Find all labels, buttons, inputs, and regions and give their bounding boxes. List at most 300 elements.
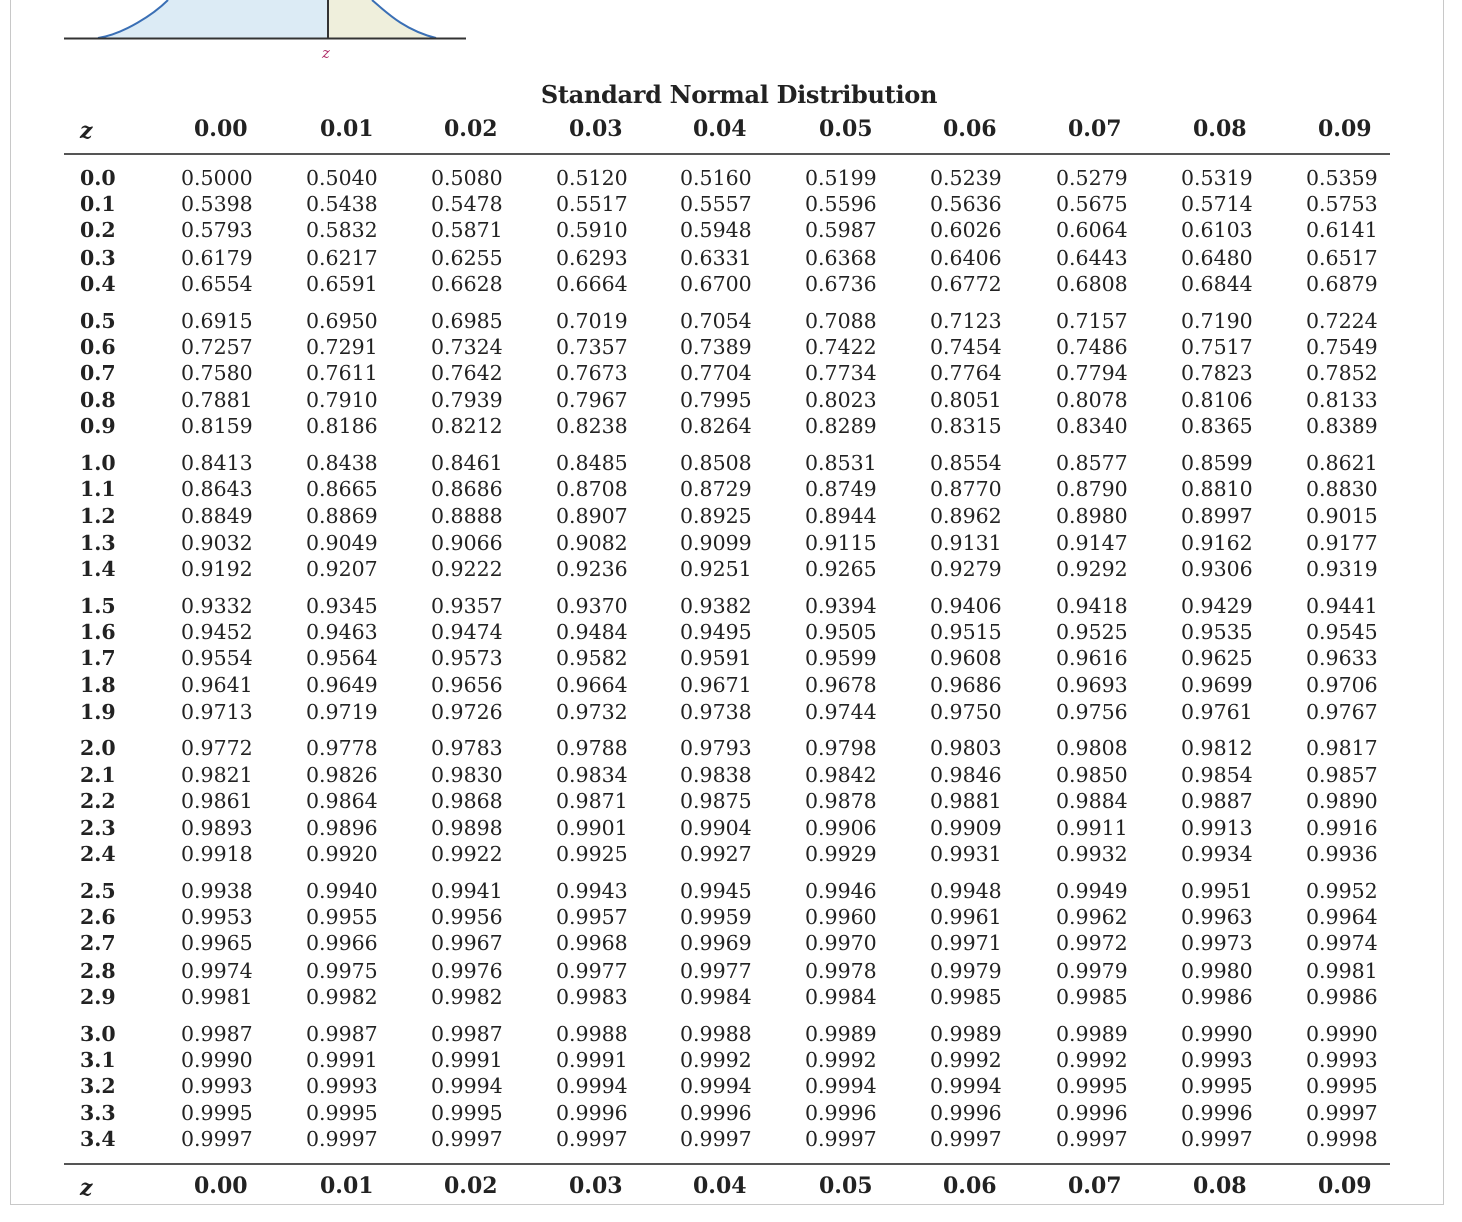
table-cell: 0.9821 [181,762,253,787]
table-cell: 0.9798 [805,736,877,761]
table-cell: 0.5160 [680,166,752,190]
table-cell: 0.5319 [1181,166,1253,190]
table-cell: 0.7190 [1181,308,1253,333]
table-cell: 0.9834 [556,762,628,787]
table-cell: 0.9726 [431,699,503,724]
table-cell: 0.9429 [1181,593,1253,618]
table-cell: 0.9306 [1181,557,1253,581]
table-cell: 0.9778 [306,736,378,761]
table-cell: 0.9207 [306,557,378,581]
row-z-value: 3.4 [80,1127,116,1152]
table-cell: 0.9995 [306,1101,378,1126]
table-cell: 0.9949 [1056,879,1128,903]
table-cell: 0.9984 [805,984,877,1009]
table-cell: 0.9994 [680,1074,752,1098]
table-cell: 0.7823 [1181,361,1253,385]
table-cell: 0.7910 [306,388,378,413]
table-cell: 0.7389 [680,334,752,359]
table-cell: 0.5910 [556,218,628,243]
table-cell: 0.9992 [1056,1047,1128,1072]
table-row [0,816,1462,842]
row-z-value: 0.5 [80,308,116,333]
row-z-value: 2.1 [80,762,116,787]
table-row [0,309,1462,335]
row-z-value: 0.2 [80,218,116,243]
table-cell: 0.7642 [431,361,503,385]
table-cell: 0.9890 [1306,788,1378,813]
table-cell: 0.9842 [805,762,877,787]
table-cell: 0.9913 [1181,816,1253,840]
row-z-value: 2.6 [80,905,116,930]
table-cell: 0.9989 [930,1021,1002,1046]
table-cell: 0.9998 [1306,1127,1378,1152]
table-row [0,985,1462,1011]
table-cell: 0.9934 [1181,842,1253,867]
table-cell: 0.6368 [805,245,877,270]
table-cell: 0.8577 [1056,451,1128,476]
table-cell: 0.9898 [431,816,503,840]
table-cell: 0.8315 [930,414,1002,439]
table-cell: 0.8665 [306,477,378,502]
table-cell: 0.7881 [181,388,253,413]
table-cell: 0.9993 [181,1074,253,1098]
column-header-0-06: 0.06 [943,1173,997,1199]
table-cell: 0.9956 [431,905,503,930]
table-cell: 0.9966 [306,931,378,956]
table-cell: 0.6406 [930,245,1002,270]
table-cell: 0.9904 [680,816,752,840]
table-cell: 0.9357 [431,593,503,618]
table-cell: 0.9920 [306,842,378,867]
table-cell: 0.9982 [306,984,378,1009]
table-cell: 0.5478 [431,192,503,217]
table-cell: 0.9463 [306,620,378,644]
table-cell: 0.9996 [1181,1101,1253,1126]
table-cell: 0.5398 [181,192,253,217]
table-cell: 0.8997 [1181,503,1253,528]
table-cell: 0.9192 [181,557,253,581]
table-cell: 0.8907 [556,503,628,528]
table-row [0,842,1462,868]
table-cell: 0.9861 [181,788,253,813]
table-cell: 0.5000 [181,166,253,190]
table-cell: 0.8531 [805,451,877,476]
table-cell: 0.8621 [1306,451,1378,476]
table-cell: 0.9535 [1181,620,1253,644]
table-cell: 0.5793 [181,218,253,243]
table-cell: 0.9938 [181,879,253,903]
table-cell: 0.9656 [431,673,503,698]
table-cell: 0.9633 [1306,646,1378,671]
table-row [0,646,1462,672]
table-cell: 0.9965 [181,931,253,956]
table-row [0,1101,1462,1127]
column-header-top [0,116,1462,148]
row-z-value: 0.7 [80,361,116,385]
row-z-value: 2.8 [80,958,116,983]
table-cell: 0.9699 [1181,673,1253,698]
table-cell: 0.8888 [431,503,503,528]
row-z-value: 3.0 [80,1021,116,1046]
table-cell: 0.9952 [1306,879,1378,903]
row-z-value: 1.5 [80,593,116,618]
table-cell: 0.9975 [306,958,378,983]
table-cell: 0.5675 [1056,192,1128,217]
table-cell: 0.8413 [181,451,253,476]
table-cell: 0.6179 [181,245,253,270]
table-cell: 0.6293 [556,245,628,270]
table-cell: 0.9990 [1306,1021,1378,1046]
table-cell: 0.9719 [306,699,378,724]
row-z-value: 3.1 [80,1047,116,1072]
table-cell: 0.9131 [930,530,1002,555]
table-cell: 0.8051 [930,388,1002,413]
table-cell: 0.9985 [930,984,1002,1009]
table-cell: 0.9625 [1181,646,1253,671]
table-cell: 0.9678 [805,673,877,698]
table-cell: 0.6443 [1056,245,1128,270]
table-cell: 0.5199 [805,166,877,190]
table-cell: 0.9945 [680,879,752,903]
table-row [0,1127,1462,1153]
column-header-0-05: 0.05 [819,116,873,142]
table-cell: 0.8340 [1056,414,1128,439]
column-header-0-02: 0.02 [444,1173,498,1199]
table-cell: 0.9974 [181,958,253,983]
table-cell: 0.9991 [556,1047,628,1072]
table-cell: 0.5080 [431,166,503,190]
column-header-0-01: 0.01 [320,1173,374,1199]
table-cell: 0.8830 [1306,477,1378,502]
table-cell: 0.9976 [431,958,503,983]
table-cell: 0.9115 [805,530,877,555]
table-cell: 0.9992 [680,1047,752,1072]
table-cell: 0.9994 [805,1074,877,1098]
table-cell: 0.6217 [306,245,378,270]
table-cell: 0.6915 [181,308,253,333]
table-cell: 0.9382 [680,593,752,618]
table-cell: 0.9901 [556,816,628,840]
table-cell: 0.9995 [1181,1074,1253,1098]
table-cell: 0.9994 [431,1074,503,1098]
table-cell: 0.9961 [930,905,1002,930]
table-cell: 0.8212 [431,414,503,439]
table-cell: 0.8708 [556,477,628,502]
table-cell: 0.9418 [1056,593,1128,618]
table-cell: 0.5239 [930,166,1002,190]
table-cell: 0.9452 [181,620,253,644]
z-column-header-bottom: z [80,1175,93,1201]
table-cell: 0.9761 [1181,699,1253,724]
table-cell: 0.8238 [556,414,628,439]
column-header-0-03: 0.03 [569,1173,623,1199]
table-title: Standard Normal Distribution [540,80,938,109]
column-header-0-04: 0.04 [693,116,747,142]
row-z-value: 3.2 [80,1074,116,1098]
table-cell: 0.9992 [930,1047,1002,1072]
table-cell: 0.8264 [680,414,752,439]
curve-shaded-left [98,0,328,38]
table-cell: 0.8770 [930,477,1002,502]
table-row [0,166,1462,192]
table-cell: 0.9997 [1306,1101,1378,1126]
column-header-0-08: 0.08 [1193,116,1247,142]
table-cell: 0.9875 [680,788,752,813]
table-cell: 0.9936 [1306,842,1378,867]
table-cell: 0.9994 [556,1074,628,1098]
row-z-value: 1.6 [80,620,116,644]
table-cell: 0.8186 [306,414,378,439]
table-cell: 0.8980 [1056,503,1128,528]
table-cell: 0.5557 [680,192,752,217]
table-row [0,192,1462,218]
table-cell: 0.9972 [1056,931,1128,956]
table-cell: 0.9997 [1056,1127,1128,1152]
table-cell: 0.8106 [1181,388,1253,413]
table-cell: 0.9922 [431,842,503,867]
table-cell: 0.8508 [680,451,752,476]
table-cell: 0.9940 [306,879,378,903]
table-cell: 0.9738 [680,699,752,724]
table-row [0,451,1462,477]
table-cell: 0.7157 [1056,308,1128,333]
table-cell: 0.9564 [306,646,378,671]
table-cell: 0.9854 [1181,762,1253,787]
table-cell: 0.9943 [556,879,628,903]
table-cell: 0.9997 [431,1127,503,1152]
table-cell: 0.7549 [1306,334,1378,359]
table-cell: 0.9599 [805,646,877,671]
table-cell: 0.5040 [306,166,378,190]
table-cell: 0.6808 [1056,271,1128,296]
table-cell: 0.9911 [1056,816,1128,840]
table-cell: 0.7704 [680,361,752,385]
table-cell: 0.9997 [930,1127,1002,1152]
table-cell: 0.9394 [805,593,877,618]
table-cell: 0.9177 [1306,530,1378,555]
table-cell: 0.9788 [556,736,628,761]
table-cell: 0.7611 [306,361,378,385]
table-cell: 0.9147 [1056,530,1128,555]
table-cell: 0.9887 [1181,788,1253,813]
table-cell: 0.7734 [805,361,877,385]
table-row [0,414,1462,440]
column-header-0-02: 0.02 [444,116,498,142]
table-cell: 0.9868 [431,788,503,813]
table-cell: 0.9962 [1056,905,1128,930]
table-cell: 0.9817 [1306,736,1378,761]
table-cell: 0.7852 [1306,361,1378,385]
table-row [0,959,1462,985]
table-cell: 0.9971 [930,931,1002,956]
table-cell: 0.9997 [1181,1127,1253,1152]
table-cell: 0.9881 [930,788,1002,813]
table-cell: 0.9995 [1306,1074,1378,1098]
table-cell: 0.9812 [1181,736,1253,761]
table-cell: 0.6950 [306,308,378,333]
row-z-value: 1.1 [80,477,116,502]
table-cell: 0.9969 [680,931,752,956]
table-cell: 0.9967 [431,931,503,956]
table-cell: 0.8554 [930,451,1002,476]
table-cell: 0.9279 [930,557,1002,581]
table-cell: 0.9964 [1306,905,1378,930]
table-cell: 0.9484 [556,620,628,644]
row-z-value: 1.9 [80,699,116,724]
table-cell: 0.7486 [1056,334,1128,359]
table-cell: 0.8461 [431,451,503,476]
table-cell: 0.9554 [181,646,253,671]
table-row [0,477,1462,503]
column-header-0-08: 0.08 [1193,1173,1247,1199]
table-cell: 0.9591 [680,646,752,671]
column-header-0-07: 0.07 [1068,1173,1122,1199]
table-cell: 0.9993 [306,1074,378,1098]
table-cell: 0.9985 [1056,984,1128,1009]
table-row [0,361,1462,387]
table-cell: 0.9997 [680,1127,752,1152]
column-header-0-00: 0.00 [194,1173,248,1199]
column-header-0-01: 0.01 [320,116,374,142]
table-row [0,218,1462,244]
table-cell: 0.9982 [431,984,503,1009]
table-cell: 0.9793 [680,736,752,761]
table-cell: 0.9916 [1306,816,1378,840]
table-cell: 0.7054 [680,308,752,333]
table-cell: 0.7088 [805,308,877,333]
table-cell: 0.5832 [306,218,378,243]
table-cell: 0.9222 [431,557,503,581]
table-row [0,931,1462,957]
table-cell: 0.6879 [1306,271,1378,296]
table-cell: 0.9693 [1056,673,1128,698]
table-cell: 0.9983 [556,984,628,1009]
table-cell: 0.9987 [181,1021,253,1046]
table-cell: 0.8289 [805,414,877,439]
column-header-0-04: 0.04 [693,1173,747,1199]
table-cell: 0.9981 [181,984,253,1009]
table-cell: 0.9995 [1056,1074,1128,1098]
table-cell: 0.9946 [805,879,877,903]
table-cell: 0.9826 [306,762,378,787]
table-cell: 0.8686 [431,477,503,502]
table-cell: 0.9871 [556,788,628,813]
row-z-value: 2.0 [80,736,116,761]
table-cell: 0.9979 [930,958,1002,983]
table-cell: 0.5279 [1056,166,1128,190]
table-cell: 0.7224 [1306,308,1378,333]
table-row [0,789,1462,815]
row-z-value: 0.6 [80,334,116,359]
table-cell: 0.9846 [930,762,1002,787]
column-header-0-06: 0.06 [943,116,997,142]
row-z-value: 1.4 [80,557,116,581]
table-cell: 0.9987 [306,1021,378,1046]
table-cell: 0.9993 [1306,1047,1378,1072]
table-cell: 0.9996 [805,1101,877,1126]
table-cell: 0.6141 [1306,218,1378,243]
table-cell: 0.9649 [306,673,378,698]
table-row [0,763,1462,789]
table-cell: 0.5596 [805,192,877,217]
row-z-value: 0.1 [80,192,116,217]
table-cell: 0.9066 [431,530,503,555]
table-cell: 0.9927 [680,842,752,867]
table-cell: 0.9236 [556,557,628,581]
table-cell: 0.5987 [805,218,877,243]
table-cell: 0.6255 [431,245,503,270]
table-cell: 0.8599 [1181,451,1253,476]
table-cell: 0.9608 [930,646,1002,671]
table-cell: 0.9906 [805,816,877,840]
table-cell: 0.9979 [1056,958,1128,983]
table-cell: 0.9474 [431,620,503,644]
table-cell: 0.9015 [1306,503,1378,528]
table-cell: 0.9948 [930,879,1002,903]
table-cell: 0.9830 [431,762,503,787]
table-cell: 0.9925 [556,842,628,867]
table-cell: 0.8944 [805,503,877,528]
table-cell: 0.9955 [306,905,378,930]
table-cell: 0.9909 [930,816,1002,840]
table-cell: 0.9997 [805,1127,877,1152]
table-cell: 0.9750 [930,699,1002,724]
table-cell: 0.9251 [680,557,752,581]
table-cell: 0.9099 [680,530,752,555]
table-cell: 0.9162 [1181,530,1253,555]
table-cell: 0.7580 [181,361,253,385]
table-cell: 0.9953 [181,905,253,930]
table-cell: 0.9929 [805,842,877,867]
table-cell: 0.9803 [930,736,1002,761]
table-cell: 0.5359 [1306,166,1378,190]
table-cell: 0.9671 [680,673,752,698]
table-cell: 0.9515 [930,620,1002,644]
table-cell: 0.9941 [431,879,503,903]
table-cell: 0.9974 [1306,931,1378,956]
table-cell: 0.9573 [431,646,503,671]
table-cell: 0.5753 [1306,192,1378,217]
table-cell: 0.9991 [431,1047,503,1072]
table-cell: 0.8023 [805,388,877,413]
table-row [0,335,1462,361]
table-cell: 0.6772 [930,271,1002,296]
table-cell: 0.7257 [181,334,253,359]
table-cell: 0.7764 [930,361,1002,385]
table-cell: 0.7324 [431,334,503,359]
table-cell: 0.6026 [930,218,1002,243]
table-cell: 0.9850 [1056,762,1128,787]
table-cell: 0.9963 [1181,905,1253,930]
table-cell: 0.9319 [1306,557,1378,581]
row-z-value: 2.4 [80,842,116,867]
table-row [0,504,1462,530]
row-z-value: 2.9 [80,984,116,1009]
table-cell: 0.9918 [181,842,253,867]
table-row [0,1022,1462,1048]
table-cell: 0.9706 [1306,673,1378,698]
table-cell: 0.9732 [556,699,628,724]
table-cell: 0.9082 [556,530,628,555]
table-cell: 0.9995 [431,1101,503,1126]
table-cell: 0.9744 [805,699,877,724]
figure-z-label: z [322,44,330,62]
row-z-value: 1.8 [80,673,116,698]
table-cell: 0.9977 [680,958,752,983]
table-cell: 0.9664 [556,673,628,698]
table-cell: 0.9772 [181,736,253,761]
table-cell: 0.9441 [1306,593,1378,618]
